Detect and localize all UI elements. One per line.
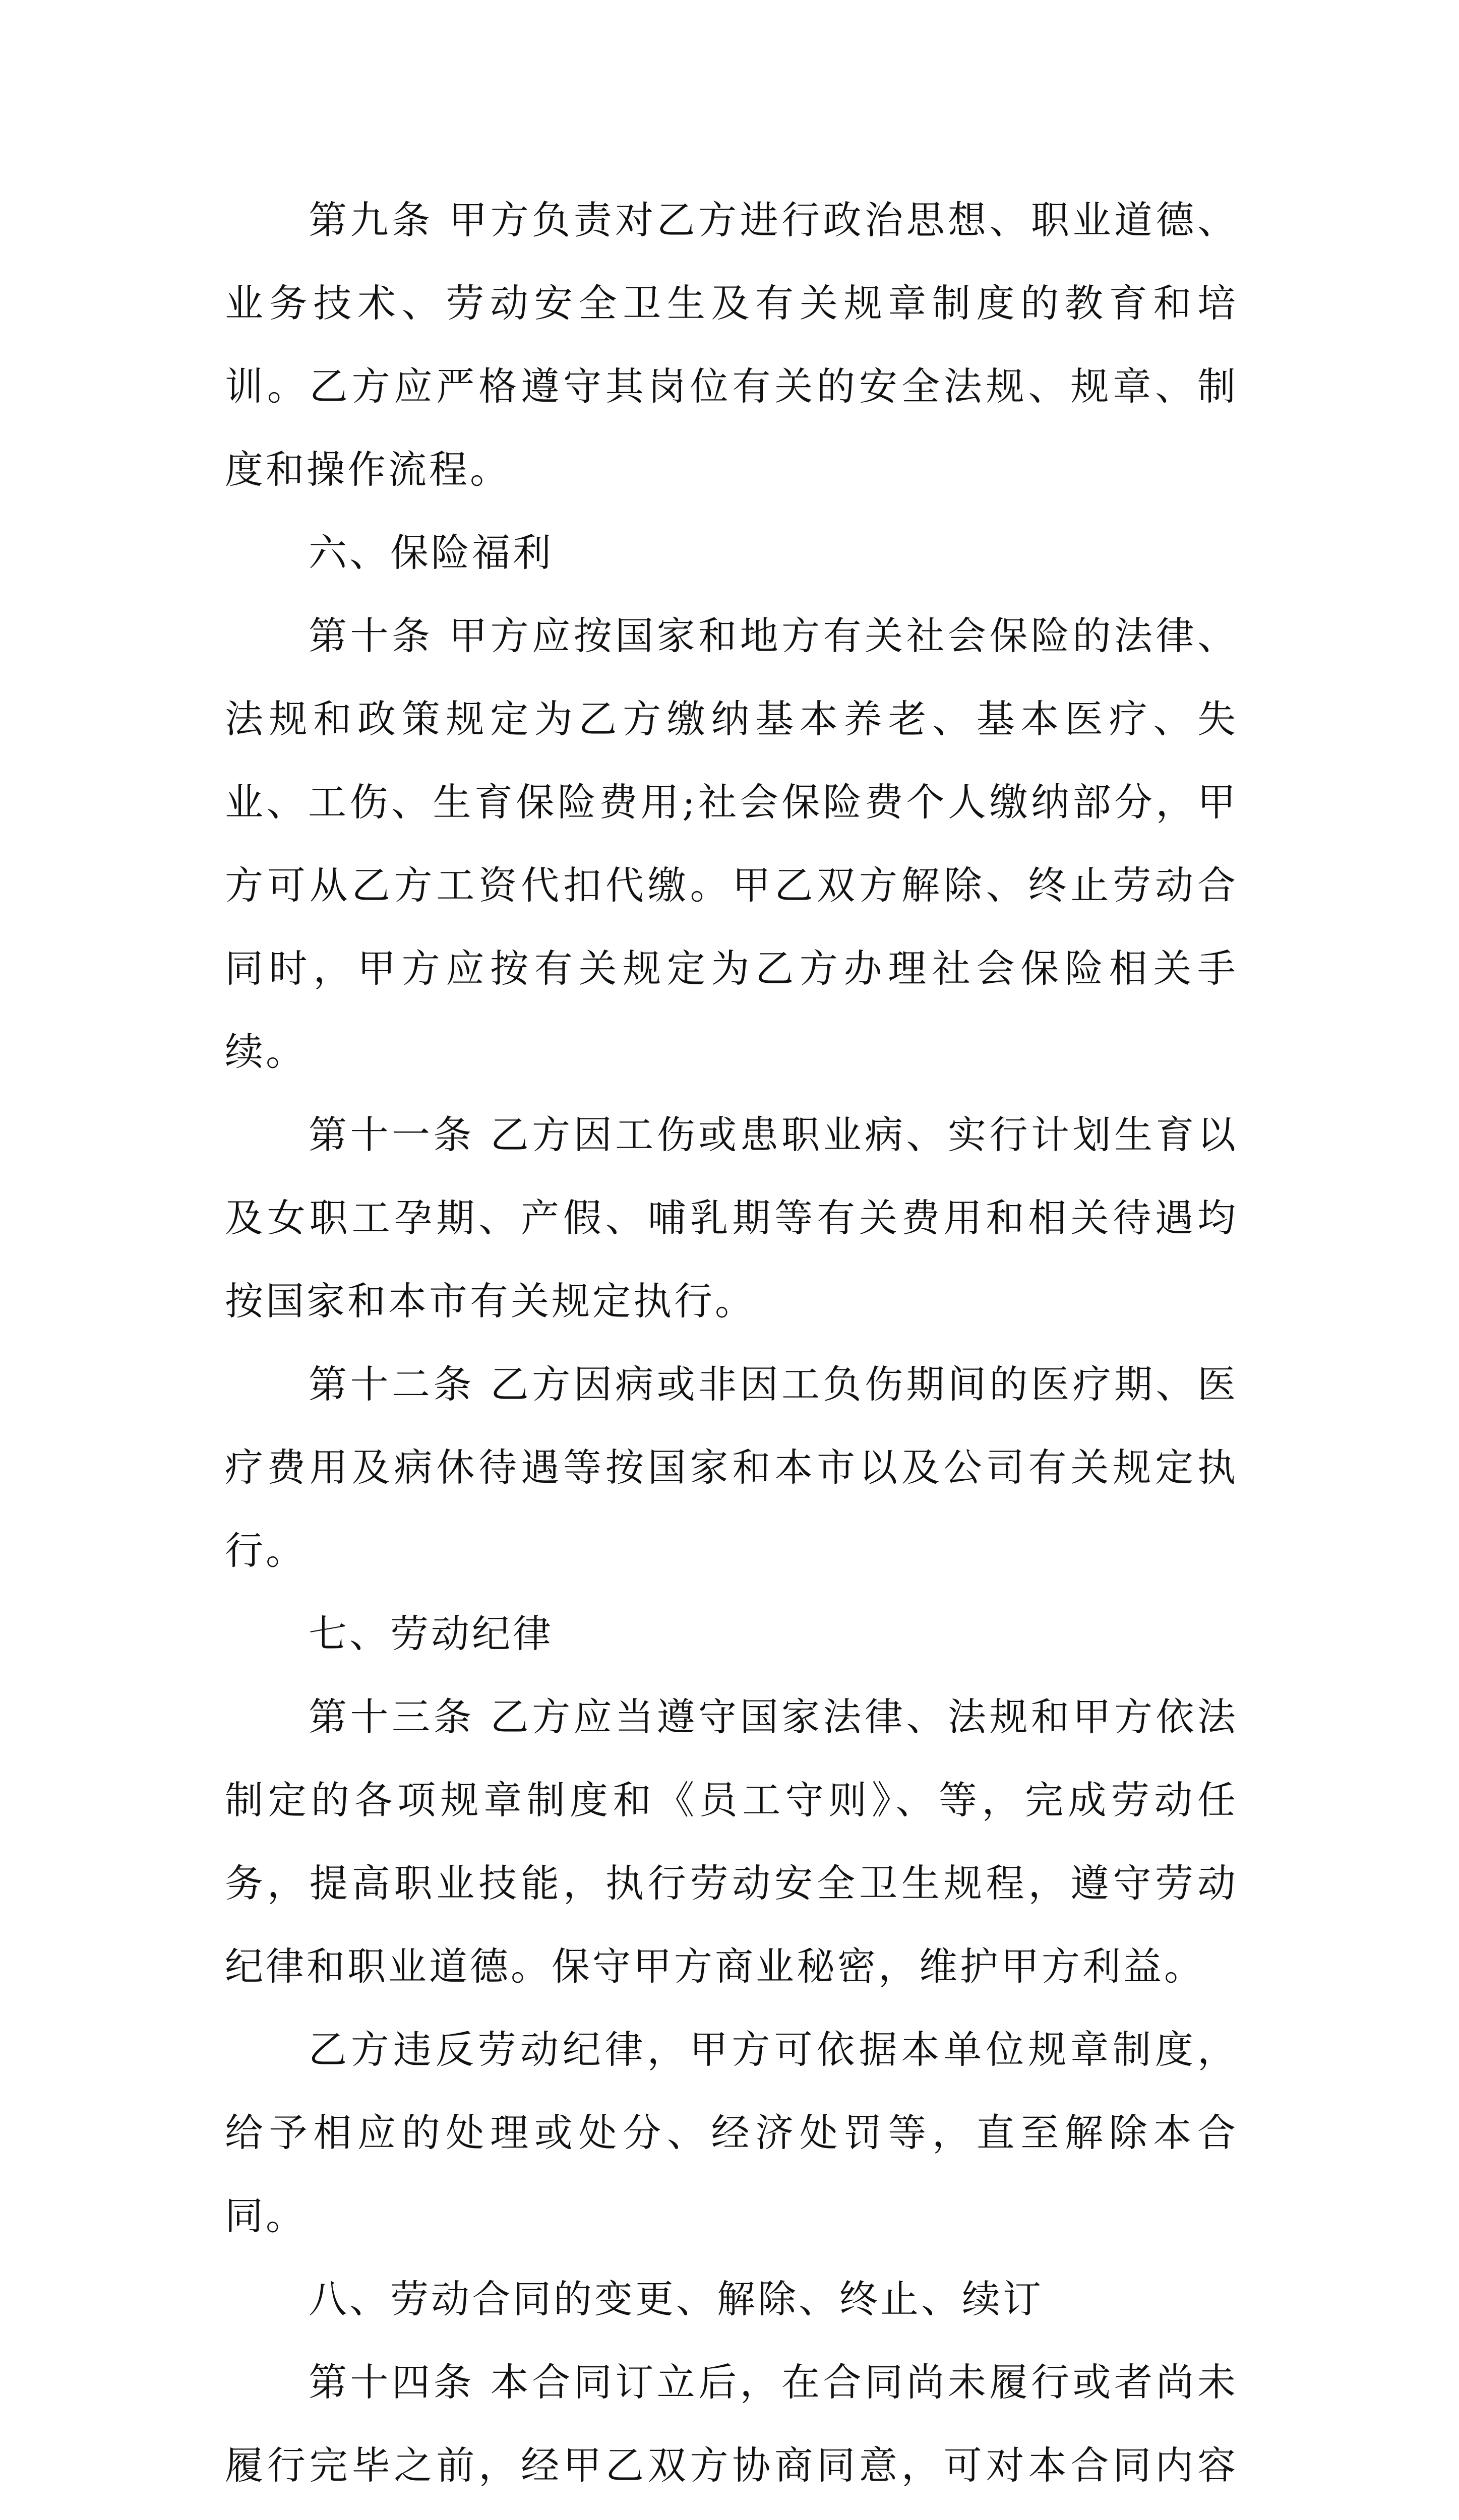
article-13: 第十三条 乙方应当遵守国家法律、法规和甲方依法制定的各项规章制度和《员工守则》、等，完成劳动任务，提高职业技能，执行劳动安全卫生规程，遵守劳动纪律和职业道德。保守甲方商业秘密，维护甲方利益。 xyxy=(225,1694,1238,1989)
section-heading-labor-discipline: 七、劳动纪律 xyxy=(309,1611,554,1656)
section-heading-contract-change: 八、劳动合同的变更、解除、终止、续订 xyxy=(309,2277,1044,2321)
article-14: 第十四条 本合同订立后，在合同尚未履行或者尚未履行完毕之前，经甲乙双方协商同意，可对本合同内容 xyxy=(225,2360,1238,2488)
article-9: 第九条 甲方负责对乙方进行政治思想、职业道德、业务技术、劳动安全卫生及有关规章制度的教育和培训。乙方应严格遵守其岗位有关的安全法规、规章、制度和操作流程。 xyxy=(225,198,1238,492)
discipline-violation-paragraph: 乙方违反劳动纪律，甲方可依据本单位规章制度，给予相应的处理或处分、经济处罚等，直至解除本合同。 xyxy=(225,2027,1238,2238)
article-11: 第十一条 乙方因工伤或患职业病、实行计划生育以及女职工孕期、产假、哺乳期等有关费用和相关待遇均按国家和本市有关规定执行。 xyxy=(225,1112,1238,1324)
article-12: 第十二条 乙方因病或非因工负伤期间的医疗期、医疗费用及病休待遇等按国家和本市以及公司有关规定执行。 xyxy=(225,1362,1238,1573)
article-10: 第十条 甲方应按国家和地方有关社会保险的法律、法规和政策规定为乙方缴纳基本养老、基本医疗、失业、工伤、生育保险费用;社会保险费个人缴纳部分，甲方可从乙方工资代扣代缴。甲乙双方解除、终止劳动合同时，甲方应按有关规定为乙方办理社会保险相关手续。 xyxy=(225,613,1238,1074)
contract-text-body xyxy=(225,178,1238,2520)
section-heading-insurance-welfare: 六、保险福利 xyxy=(309,530,554,575)
